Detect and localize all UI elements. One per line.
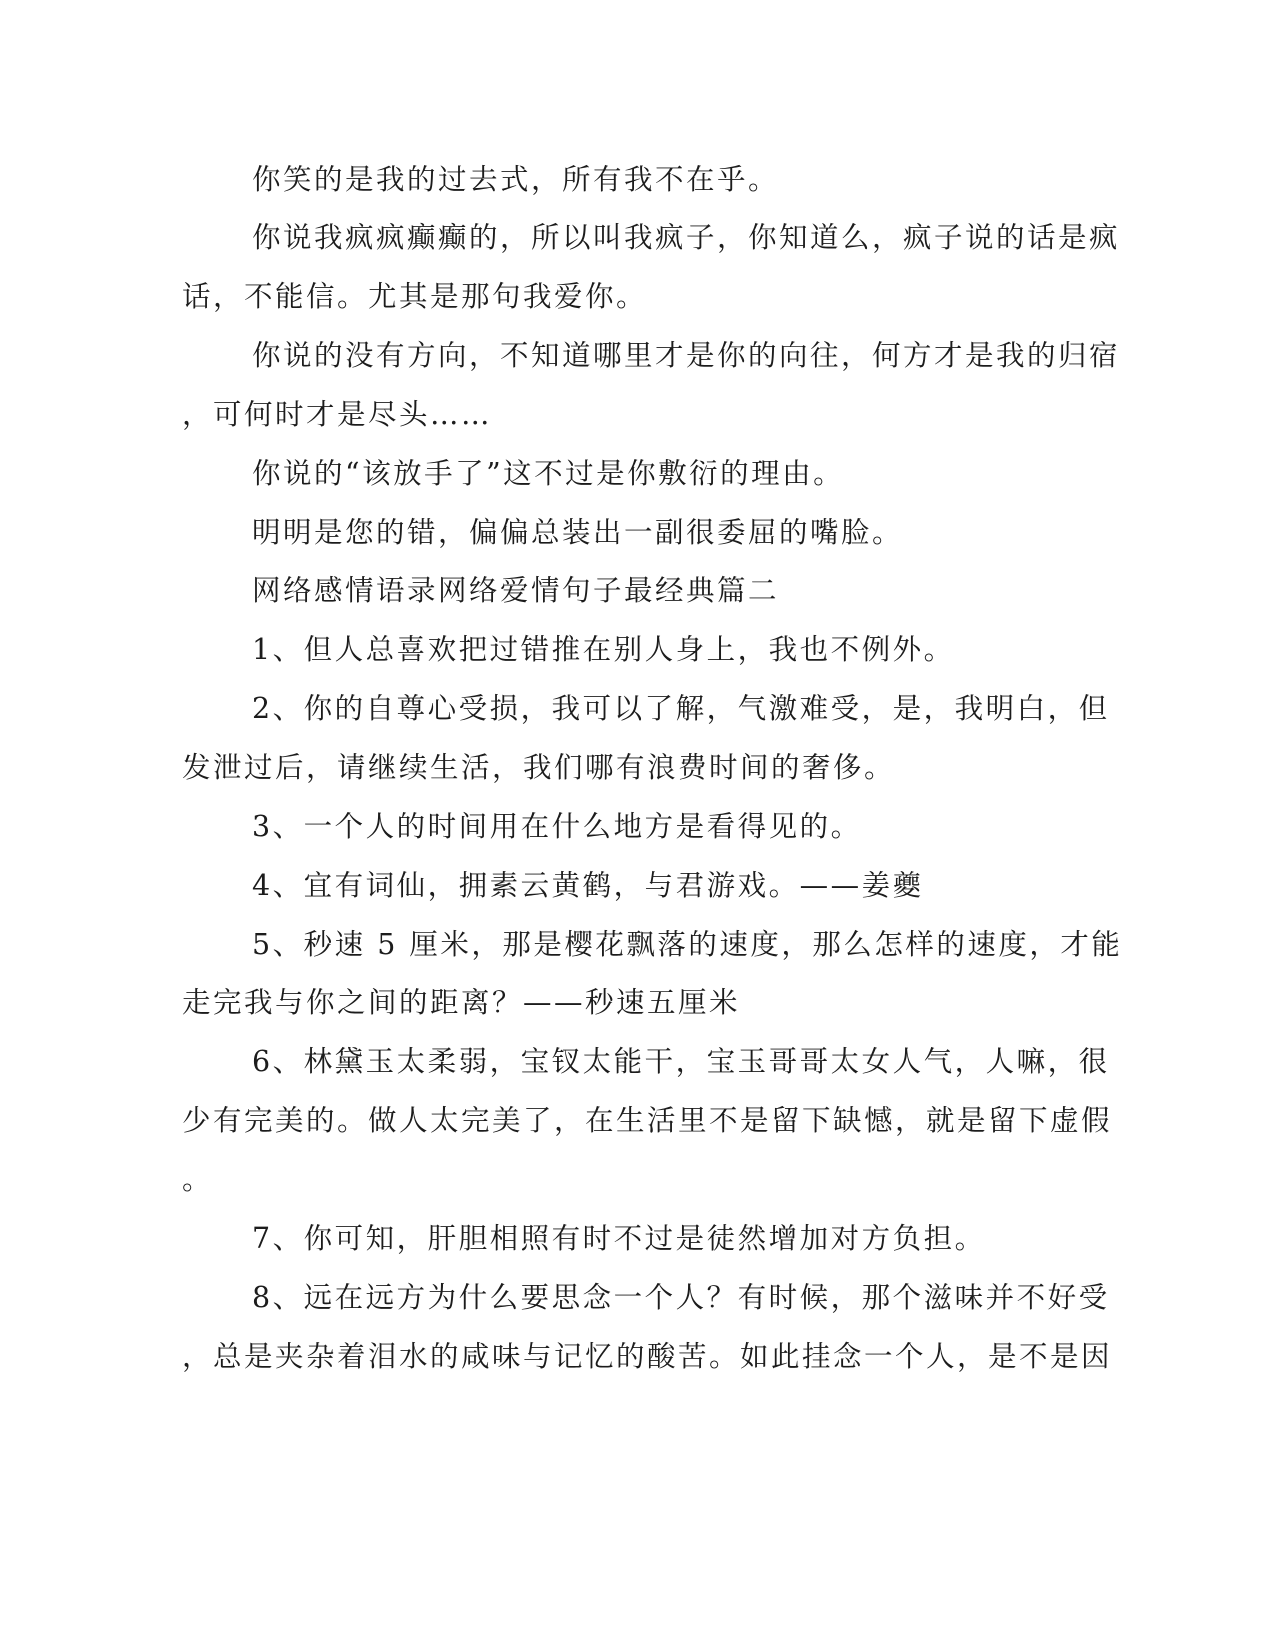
- list-item-continuation: 发泄过后，请继续生活，我们哪有浪费时间的奢侈。: [182, 751, 896, 784]
- list-item-continuation: 少有完美的。做人太完美了，在生活里不是留下缺憾，就是留下虚假: [182, 1104, 1113, 1137]
- paragraph-line: ，可何时才是尽头……: [182, 398, 493, 431]
- paragraph-line: 话，不能信。尤其是那句我爱你。: [182, 280, 648, 313]
- section-heading: 网络感情语录网络爱情句子最经典篇二: [252, 574, 780, 607]
- paragraph-line: 你说的“该放手了”这不过是你敷衍的理由。: [252, 457, 845, 490]
- list-item: 6、林黛玉太柔弱，宝钗太能干，宝玉哥哥太女人气，人嘛，很: [252, 1045, 1110, 1078]
- list-item: 4、宜有词仙，拥素云黄鹤，与君游戏。——姜夔: [252, 869, 924, 902]
- list-item: 2、你的自尊心受损，我可以了解，气激难受，是，我明白，但: [252, 692, 1110, 725]
- paragraph-line: 你说我疯疯癫癫的，所以叫我疯子，你知道么，疯子说的话是疯: [252, 221, 1121, 254]
- list-item: 8、远在远方为什么要思念一个人？有时候，那个滋味并不好受: [252, 1281, 1110, 1314]
- list-item-continuation: 。: [182, 1163, 214, 1196]
- list-item: 7、你可知，肝胆相照有时不过是徒然增加对方负担。: [252, 1222, 986, 1255]
- paragraph-line: 你笑的是我的过去式，所有我不在乎。: [252, 163, 780, 196]
- list-item: 5、秒速 5 厘米，那是樱花飘落的速度，那么怎样的速度，才能: [252, 928, 1123, 961]
- list-item: 3、一个人的时间用在什么地方是看得见的。: [252, 810, 862, 843]
- list-item: 1、但人总喜欢把过错推在别人身上，我也不例外。: [252, 633, 955, 666]
- list-item-continuation: 走完我与你之间的距离？——秒速五厘米: [182, 986, 741, 1019]
- list-item-continuation: ，总是夹杂着泪水的咸味与记忆的酸苦。如此挂念一个人，是不是因: [182, 1340, 1113, 1373]
- paragraph-line: 明明是您的错，偏偏总装出一副很委屈的嘴脸。: [252, 516, 904, 549]
- paragraph-line: 你说的没有方向，不知道哪里才是你的向往，何方才是我的归宿: [252, 339, 1121, 372]
